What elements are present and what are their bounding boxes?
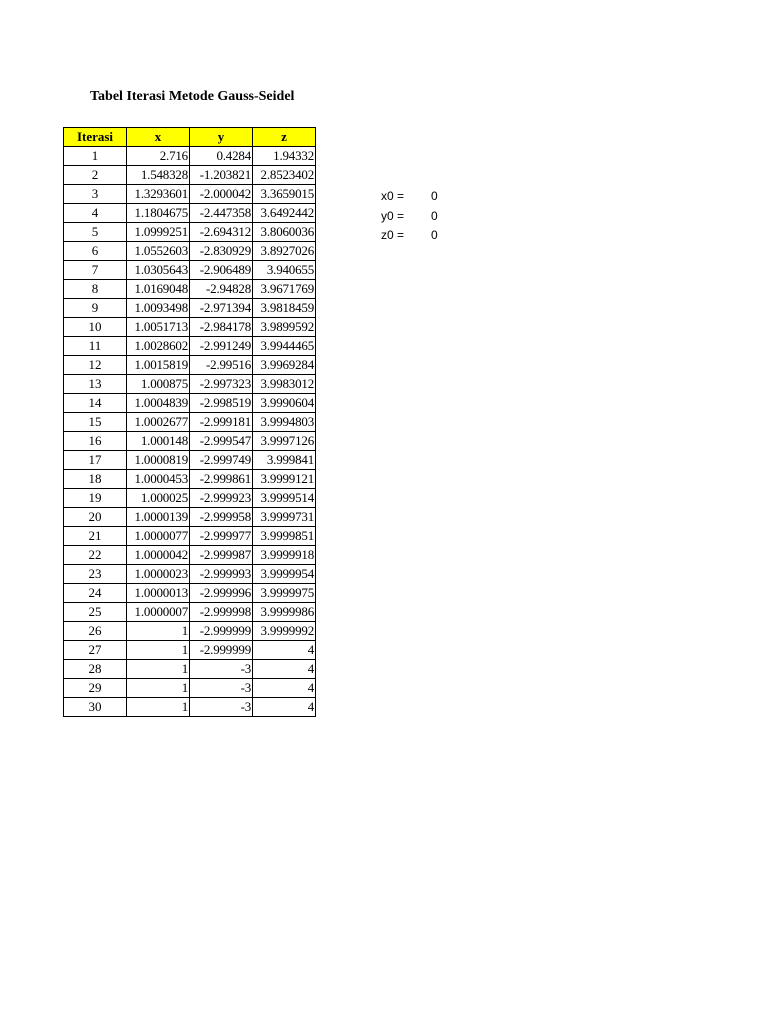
y-cell: -2.999923	[190, 489, 253, 508]
y-cell: -2.999958	[190, 508, 253, 527]
x-cell: 1.000148	[127, 432, 190, 451]
initial-x0	[381, 187, 461, 207]
y-cell: -1.203821	[190, 166, 253, 185]
iterasi-cell: 27	[64, 641, 127, 660]
iterasi-cell: 29	[64, 679, 127, 698]
x-cell: 1	[127, 660, 190, 679]
header-x: x	[127, 128, 190, 147]
y-cell: -2.991249	[190, 337, 253, 356]
y-cell: -2.997323	[190, 375, 253, 394]
table-row	[64, 603, 316, 622]
y-cell: -3	[190, 660, 253, 679]
iterasi-cell: 7	[64, 261, 127, 280]
x-cell: 1.0028602	[127, 337, 190, 356]
y-cell: -2.999999	[190, 641, 253, 660]
x-cell: 1.1804675	[127, 204, 190, 223]
z-cell: 3.9999121	[253, 470, 316, 489]
x-cell: 1.0000819	[127, 451, 190, 470]
table-row	[64, 242, 316, 261]
z-cell: 4	[253, 679, 316, 698]
y-cell: -2.999987	[190, 546, 253, 565]
table-row	[64, 565, 316, 584]
z-cell: 3.9999731	[253, 508, 316, 527]
y-cell: -2.94828	[190, 280, 253, 299]
x-cell: 1.3293601	[127, 185, 190, 204]
table-row	[64, 261, 316, 280]
y-cell: -3	[190, 698, 253, 717]
z-cell: 3.9999992	[253, 622, 316, 641]
z-cell: 3.9818459	[253, 299, 316, 318]
z-cell: 3.9990604	[253, 394, 316, 413]
iterasi-cell: 1	[64, 147, 127, 166]
z-cell: 3.6492442	[253, 204, 316, 223]
y-cell: -2.694312	[190, 223, 253, 242]
table-title: Tabel Iterasi Metode Gauss-Seidel	[90, 89, 295, 104]
x-cell: 1.0000007	[127, 603, 190, 622]
z0-value: 0	[431, 228, 438, 242]
initial-y0	[381, 207, 461, 227]
x0-value: 0	[431, 189, 438, 203]
table-row	[64, 394, 316, 413]
iterasi-cell: 12	[64, 356, 127, 375]
x-cell: 1.548328	[127, 166, 190, 185]
x-cell: 1.0000023	[127, 565, 190, 584]
x-cell: 1	[127, 698, 190, 717]
iterasi-cell: 10	[64, 318, 127, 337]
table-row	[64, 546, 316, 565]
table-row	[64, 356, 316, 375]
iteration-table	[63, 127, 316, 717]
z-cell: 3.9671769	[253, 280, 316, 299]
header-row	[64, 128, 316, 147]
table-row	[64, 147, 316, 166]
iterasi-cell: 21	[64, 527, 127, 546]
table-row	[64, 223, 316, 242]
z-cell: 3.9994803	[253, 413, 316, 432]
iterasi-cell: 5	[64, 223, 127, 242]
iterasi-cell: 14	[64, 394, 127, 413]
iterasi-cell: 18	[64, 470, 127, 489]
x-cell: 1.0051713	[127, 318, 190, 337]
x-cell: 1.000025	[127, 489, 190, 508]
iterasi-cell: 9	[64, 299, 127, 318]
header-y: y	[190, 128, 253, 147]
y-cell: -2.999977	[190, 527, 253, 546]
iterasi-cell: 8	[64, 280, 127, 299]
table-row	[64, 318, 316, 337]
table-row	[64, 451, 316, 470]
table-row	[64, 413, 316, 432]
table-row	[64, 337, 316, 356]
x0-label: x0 =	[381, 189, 405, 203]
x-cell: 1.0000453	[127, 470, 190, 489]
z-cell: 3.8060036	[253, 223, 316, 242]
iterasi-cell: 13	[64, 375, 127, 394]
table-row	[64, 185, 316, 204]
y-cell: -2.999861	[190, 470, 253, 489]
z-cell: 3.9999975	[253, 584, 316, 603]
iterasi-cell: 23	[64, 565, 127, 584]
table-row	[64, 698, 316, 717]
iterasi-cell: 24	[64, 584, 127, 603]
z-cell: 3.8927026	[253, 242, 316, 261]
y-cell: -2.830929	[190, 242, 253, 261]
y-cell: -3	[190, 679, 253, 698]
table-row	[64, 166, 316, 185]
y-cell: -2.000042	[190, 185, 253, 204]
y-cell: -2.999999	[190, 622, 253, 641]
table-body	[64, 147, 316, 717]
z-cell: 3.9944465	[253, 337, 316, 356]
z-cell: 4	[253, 698, 316, 717]
iterasi-cell: 4	[64, 204, 127, 223]
z-cell: 3.999841	[253, 451, 316, 470]
y-cell: 0.4284	[190, 147, 253, 166]
iterasi-cell: 19	[64, 489, 127, 508]
x-cell: 1.0015819	[127, 356, 190, 375]
table-row	[64, 204, 316, 223]
y-cell: -2.998519	[190, 394, 253, 413]
y-cell: -2.984178	[190, 318, 253, 337]
table-row	[64, 584, 316, 603]
x-cell: 1.0000139	[127, 508, 190, 527]
x-cell: 1.0552603	[127, 242, 190, 261]
iterasi-cell: 26	[64, 622, 127, 641]
x-cell: 1.000875	[127, 375, 190, 394]
z-cell: 3.9999918	[253, 546, 316, 565]
iterasi-cell: 20	[64, 508, 127, 527]
x-cell: 2.716	[127, 147, 190, 166]
y0-value: 0	[431, 208, 438, 223]
z-cell: 3.9983012	[253, 375, 316, 394]
y-cell: -2.906489	[190, 261, 253, 280]
x-cell: 1.0002677	[127, 413, 190, 432]
iterasi-cell: 3	[64, 185, 127, 204]
z-cell: 3.9997126	[253, 432, 316, 451]
iterasi-cell: 11	[64, 337, 127, 356]
iterasi-cell: 30	[64, 698, 127, 717]
table-row	[64, 641, 316, 660]
z-cell: 2.8523402	[253, 166, 316, 185]
iterasi-cell: 17	[64, 451, 127, 470]
iterasi-cell: 28	[64, 660, 127, 679]
y-cell: -2.447358	[190, 204, 253, 223]
y-cell: -2.971394	[190, 299, 253, 318]
y-cell: -2.999749	[190, 451, 253, 470]
x-cell: 1.0169048	[127, 280, 190, 299]
y-cell: -2.999996	[190, 584, 253, 603]
z-cell: 4	[253, 660, 316, 679]
table-row	[64, 660, 316, 679]
table-row	[64, 299, 316, 318]
y-cell: -2.999993	[190, 565, 253, 584]
x-cell: 1.0093498	[127, 299, 190, 318]
table-row	[64, 622, 316, 641]
table-row	[64, 432, 316, 451]
table-row	[64, 679, 316, 698]
table-row	[64, 489, 316, 508]
iterasi-cell: 15	[64, 413, 127, 432]
iterasi-cell: 16	[64, 432, 127, 451]
x-cell: 1	[127, 679, 190, 698]
z-cell: 4	[253, 641, 316, 660]
z-cell: 3.9999851	[253, 527, 316, 546]
z-cell: 3.940655	[253, 261, 316, 280]
table-row	[64, 527, 316, 546]
z-cell: 3.9899592	[253, 318, 316, 337]
z-cell: 3.9969284	[253, 356, 316, 375]
y-cell: -2.999181	[190, 413, 253, 432]
z-cell: 1.94332	[253, 147, 316, 166]
x-cell: 1.0999251	[127, 223, 190, 242]
iterasi-cell: 6	[64, 242, 127, 261]
initial-z0	[381, 226, 461, 246]
z-cell: 3.9999986	[253, 603, 316, 622]
x-cell: 1	[127, 641, 190, 660]
z-cell: 3.9999954	[253, 565, 316, 584]
table-row	[64, 470, 316, 489]
header-iterasi: Iterasi	[64, 128, 127, 147]
z-cell: 3.9999514	[253, 489, 316, 508]
z-cell: 3.3659015	[253, 185, 316, 204]
x-cell: 1.0004839	[127, 394, 190, 413]
x-cell: 1.0000077	[127, 527, 190, 546]
x-cell: 1.0000013	[127, 584, 190, 603]
initial-values	[381, 187, 461, 246]
z0-label: z0 =	[381, 228, 405, 242]
iterasi-cell: 25	[64, 603, 127, 622]
table-row	[64, 508, 316, 527]
iterasi-cell: 2	[64, 166, 127, 185]
x-cell: 1.0000042	[127, 546, 190, 565]
y0-label: y0 =	[381, 208, 405, 223]
y-cell: -2.999547	[190, 432, 253, 451]
x-cell: 1.0305643	[127, 261, 190, 280]
table-row	[64, 280, 316, 299]
y-cell: -2.999998	[190, 603, 253, 622]
x-cell: 1	[127, 622, 190, 641]
y-cell: -2.99516	[190, 356, 253, 375]
table-row	[64, 375, 316, 394]
iterasi-cell: 22	[64, 546, 127, 565]
header-z: z	[253, 128, 316, 147]
